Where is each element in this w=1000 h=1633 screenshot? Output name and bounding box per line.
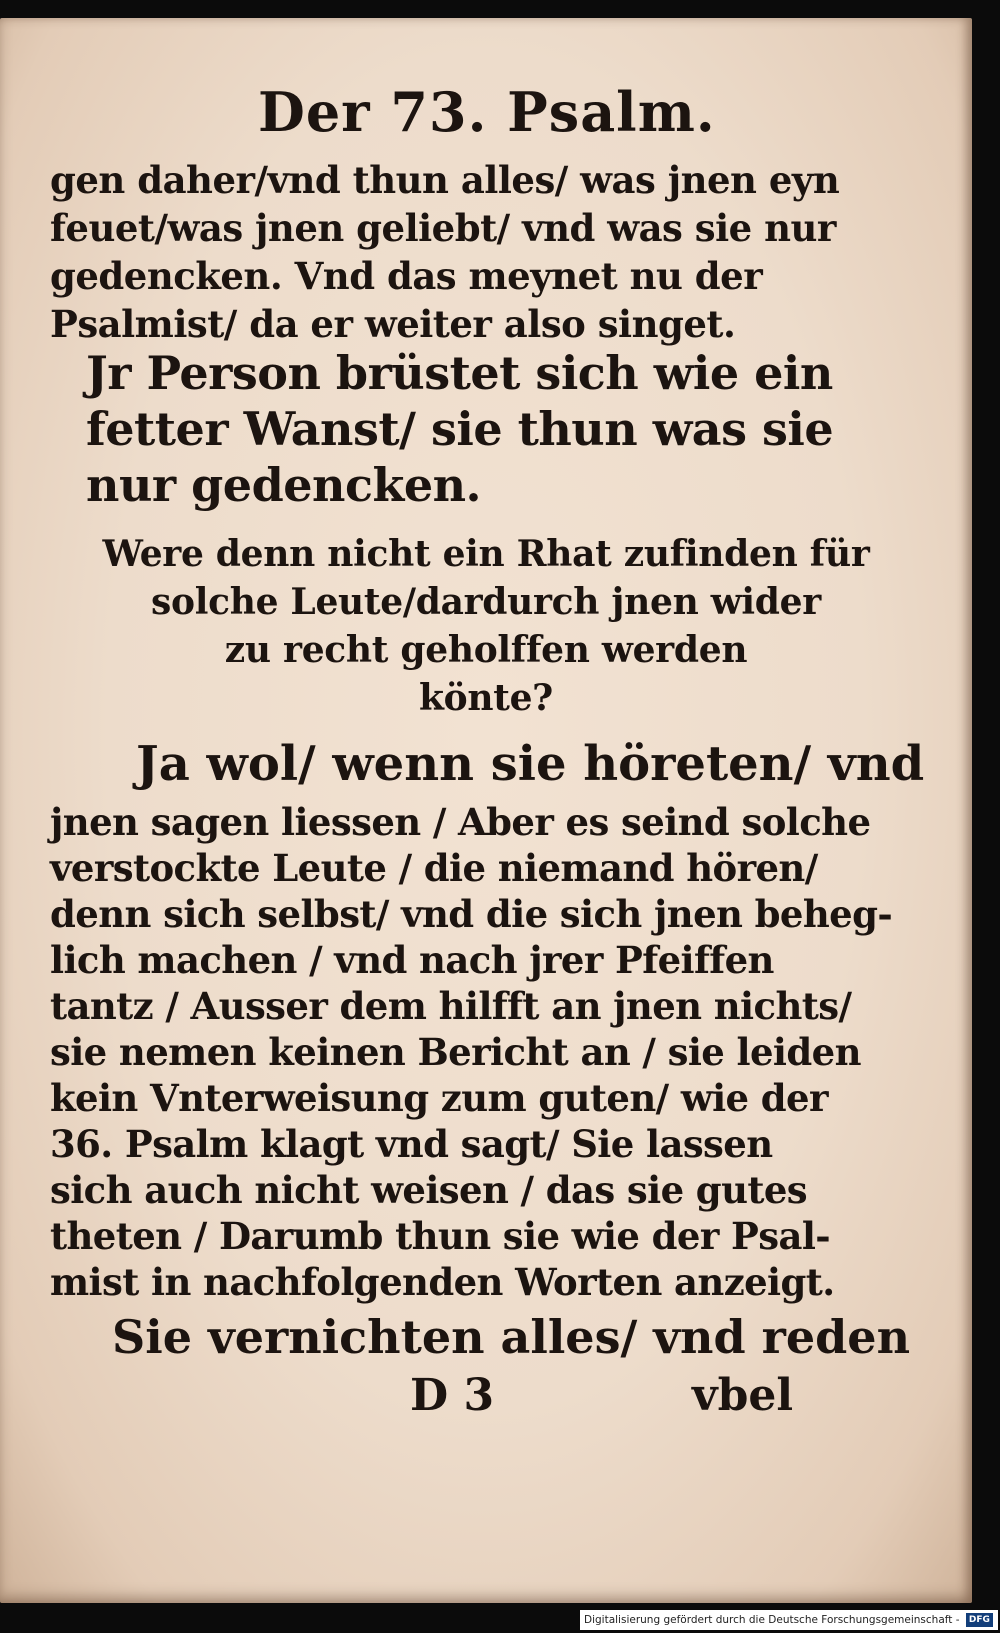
- answer-line: theten / Darumb thun sie wie der Psal-: [50, 1214, 831, 1258]
- signature-mark: D 3: [410, 1370, 495, 1421]
- answer-line: verstockte Leute / die niemand hören/: [50, 846, 818, 890]
- verse-line: Jr Person brüstet sich wie ein: [86, 346, 833, 400]
- question-line: zu recht geholffen werden: [224, 629, 748, 671]
- answer-line: jnen sagen liessen / Aber es seind solche: [50, 800, 871, 844]
- book-page: [0, 18, 972, 1603]
- closing-verse-line: Sie vernichten alles/ vnd reden: [112, 1310, 911, 1364]
- answer-line: mist in nachfolgenden Worten anzeigt.: [50, 1260, 835, 1304]
- verse-line: nur gedencken.: [86, 458, 482, 512]
- question-line: könte?: [419, 677, 553, 719]
- answer-line: denn sich selbst/ vnd die sich jnen beheg-: [50, 892, 893, 936]
- dfg-logo: DFG: [966, 1613, 993, 1627]
- body-line: Psalmist/ da er weiter also singet.: [50, 302, 736, 346]
- question-line: Were denn nicht ein Rhat zufinden für: [102, 533, 870, 575]
- credit-text: Digitalisierung gefördert durch die Deutsche Forschungsgemeinschaft -: [584, 1614, 960, 1626]
- digitization-credit: [580, 1610, 998, 1630]
- catchword: vbel: [692, 1370, 794, 1421]
- answer-line: kein Vnterweisung zum guten/ wie der: [50, 1076, 828, 1120]
- body-line: feuet/was jnen geliebt/ vnd was sie nur: [50, 206, 836, 250]
- answer-line: lich machen / vnd nach jrer Pfeiffen: [50, 938, 774, 982]
- running-head: Der 73. Psalm.: [258, 80, 716, 144]
- question-line: solche Leute/dardurch jnen wider: [151, 581, 821, 623]
- answer-line: tantz / Ausser dem hilfft an jnen nichts/: [50, 984, 852, 1028]
- verse-line: fetter Wanst/ sie thun was sie: [86, 402, 834, 456]
- body-line: gedencken. Vnd das meynet nu der: [50, 254, 763, 298]
- answer-line: sie nemen keinen Bericht an / sie leiden: [50, 1030, 861, 1074]
- body-line: gen daher/vnd thun alles/ was jnen eyn: [50, 158, 840, 202]
- answer-line: sich auch nicht weisen / das sie gutes: [50, 1168, 808, 1212]
- answer-first-line: Ja wol/ wenn sie höreten/ vnd: [136, 736, 925, 792]
- answer-line: 36. Psalm klagt vnd sagt/ Sie lassen: [50, 1122, 773, 1166]
